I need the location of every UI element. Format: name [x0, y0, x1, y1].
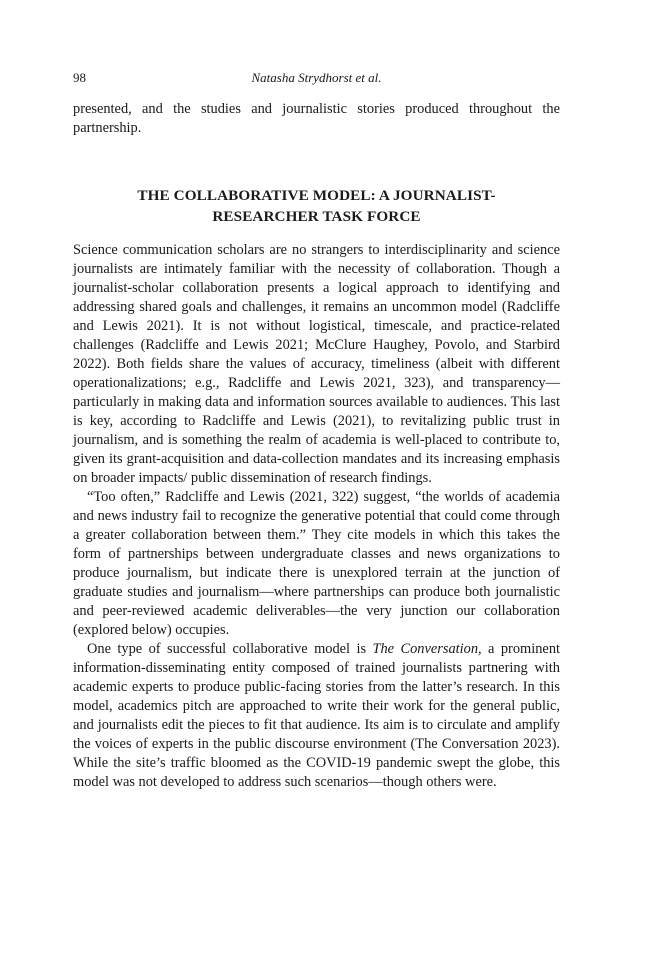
paragraph-3 — [73, 640, 560, 792]
section-heading-line2: RESEARCHER TASK FORCE — [212, 208, 421, 225]
section-body — [73, 241, 560, 792]
paragraph-3-rest: a prominent information-disseminating entity composed of trained journalists partnering with academic experts to produce public-facing stories from the latter’s research. In this model, academics pitch are approached to write their work for the general public, and journalists edit the pieces to fit that audience. Its aim is to circulate and amplify the voices of experts in the public discourse environment (The Conversation 2023). While the site’s traffic bloomed as the COVID-19 pandemic swept the globe, this model was not developed to address such scenarios—though others were. — [73, 641, 561, 790]
section-heading-line1: THE COLLABORATIVE MODEL: A JOURNALIST- — [137, 187, 496, 204]
running-title: Natasha Strydhorst et al. — [251, 70, 382, 85]
paragraph-3-start: One type of successful collaborative model is — [87, 641, 373, 657]
paragraph-2: “Too often,” Radcliffe and Lewis (2021, 322) suggest, “the worlds of academia and news industry fail to recognize the generative potential that could come through a greater collaboration between them.” They cite models in which this takes the form of partnerships between undergraduate classes and news organizations to produce journalism, but indicate there is unexplored terrain at the junction of graduate studies and journalism—where partnerships can produce both journalistic and peer-reviewed academic deliverables—the very junction our collaboration (explored below) occupies. — [73, 489, 560, 638]
paragraph-1: Science communication scholars are no strangers to interdisciplinarity and science journalists are intimately familiar with the necessity of collaboration. Though a journalist-scholar collaboration presents a logical approach to identifying and addressing shared goals and challenges, it remains an uncommon model (Radcliffe and Lewis 2021). It is not without logistical, timescale, and practice-related challenges (Radcliffe and Lewis 2021; McClure Haughey, Povolo, and Starbird 2022). Both fields share the values of accuracy, timeliness (albeit with different operationalizations; e.g., Radcliffe and Lewis 2021, 323), and transparency—particularly in making data and information sources available to audiences. This last is key, according to Radcliffe and Lewis (2021), to revitalizing public trust in journalism, and is something the realm of academia is well-placed to contribute to, given its grant-acquisition and data-collection mandates and its increasing emphasis on broader impacts/ public dissemination of research findings. — [73, 242, 560, 486]
page-number: 98 — [73, 70, 86, 85]
publication-title: The Conversation, — [372, 641, 482, 657]
section-heading — [73, 185, 560, 227]
running-head — [73, 70, 560, 88]
lead-paragraph: presented, and the studies and journalistic stories produced throughout the partnership. — [73, 101, 560, 136]
